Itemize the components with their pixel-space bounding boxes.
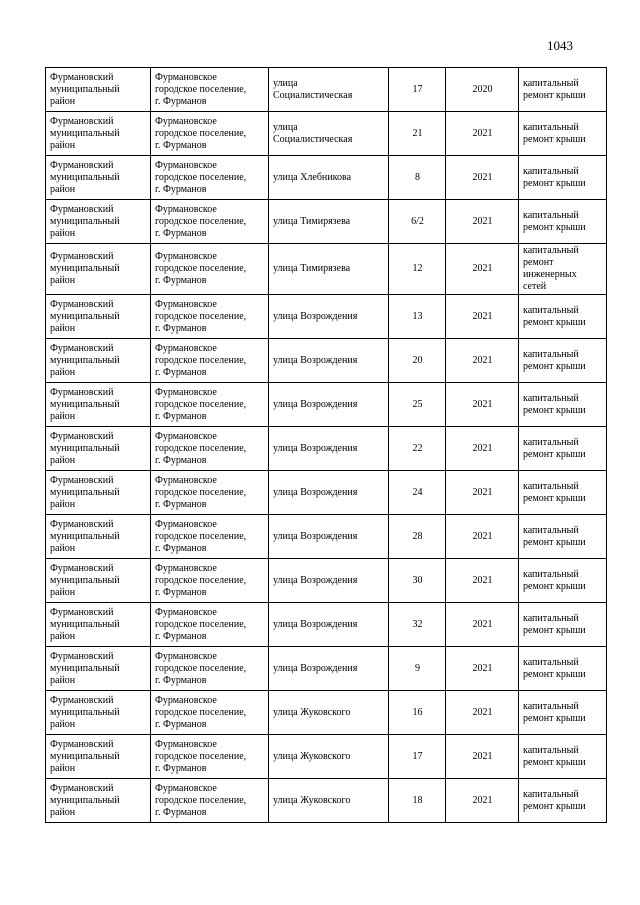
year-cell: 2021 <box>446 515 519 559</box>
district-cell <box>46 735 151 779</box>
district-cell-line: район <box>50 95 76 107</box>
year-cell: 2021 <box>446 200 519 244</box>
work-type-cell <box>519 339 607 383</box>
district-cell-line: Фурмановский <box>50 606 114 618</box>
settlement-cell-line: Фурмановское <box>155 115 217 127</box>
settlement-cell-line: городское поселение, <box>155 486 247 498</box>
work-type-cell-line: ремонт крыши <box>523 668 586 680</box>
district-cell <box>46 427 151 471</box>
work-type-cell-line: капитальный <box>523 245 579 256</box>
work-type-cell-line: ремонт крыши <box>523 316 586 328</box>
work-type-cell-line: капитальный <box>523 165 579 177</box>
work-type-cell-line: капитальный <box>523 348 579 360</box>
house-number-cell: 21 <box>389 112 446 156</box>
street-cell-line: Социалистическая <box>273 89 353 101</box>
district-cell-line: Фурмановский <box>50 203 114 215</box>
table-row <box>46 603 607 647</box>
street-cell-line: улица <box>273 121 298 133</box>
settlement-cell-line: Фурмановское <box>155 606 217 618</box>
district-cell-line: муниципальный <box>50 263 120 274</box>
settlement-cell-line: городское поселение, <box>155 127 247 139</box>
house-number-cell: 25 <box>389 383 446 427</box>
district-cell <box>46 647 151 691</box>
street-cell <box>269 112 389 156</box>
year-cell: 2021 <box>446 156 519 200</box>
district-cell-line: район <box>50 630 76 642</box>
work-type-cell <box>519 200 607 244</box>
work-type-cell-line: ремонт крыши <box>523 536 586 548</box>
year-cell: 2021 <box>446 339 519 383</box>
street-cell-line: улица Хлебникова <box>273 171 352 183</box>
house-number-cell: 17 <box>389 68 446 112</box>
settlement-cell <box>151 156 269 200</box>
work-type-cell-line: капитальный <box>523 568 579 580</box>
district-cell-line: Фурмановский <box>50 386 114 398</box>
year-cell: 2021 <box>446 112 519 156</box>
work-type-cell <box>519 471 607 515</box>
district-cell-line: район <box>50 454 76 466</box>
work-type-cell-line: ремонт крыши <box>523 89 586 101</box>
street-cell-line: улица Возрождения <box>273 486 358 498</box>
district-cell-line: муниципальный <box>50 310 120 322</box>
district-cell-line: муниципальный <box>50 618 120 630</box>
district-cell-line: муниципальный <box>50 215 120 227</box>
street-cell <box>269 647 389 691</box>
district-cell-line: Фурмановский <box>50 738 114 750</box>
district-cell-line: район <box>50 586 76 598</box>
settlement-cell-line: Фурмановское <box>155 782 217 794</box>
house-number-cell: 17 <box>389 735 446 779</box>
year-cell: 2021 <box>446 691 519 735</box>
settlement-cell-line: городское поселение, <box>155 794 247 806</box>
work-type-cell <box>519 779 607 823</box>
work-type-cell-line: капитальный <box>523 77 579 89</box>
work-type-cell-line: капитальный <box>523 524 579 536</box>
table-row <box>46 156 607 200</box>
settlement-cell-line: г. Фурманов <box>155 322 207 334</box>
house-number-cell: 24 <box>389 471 446 515</box>
street-cell-line: улица Возрождения <box>273 310 358 322</box>
settlement-cell-line: г. Фурманов <box>155 275 207 286</box>
district-cell <box>46 200 151 244</box>
settlement-cell-line: Фурмановское <box>155 298 217 310</box>
street-cell-line: улица Тимирязева <box>273 263 351 274</box>
district-cell-line: район <box>50 139 76 151</box>
settlement-cell-line: городское поселение, <box>155 574 247 586</box>
work-type-cell-line: капитальный <box>523 436 579 448</box>
year-cell: 2021 <box>446 244 519 295</box>
street-cell <box>269 471 389 515</box>
street-cell-line: улица Возрождения <box>273 574 358 586</box>
table-row <box>46 339 607 383</box>
work-type-cell-line: капитальный <box>523 304 579 316</box>
street-cell-line: улица Возрождения <box>273 618 358 630</box>
work-type-cell-line: ремонт крыши <box>523 177 586 189</box>
district-cell-line: муниципальный <box>50 794 120 806</box>
year-cell: 2021 <box>446 603 519 647</box>
street-cell <box>269 603 389 647</box>
table-row <box>46 515 607 559</box>
house-number-cell: 18 <box>389 779 446 823</box>
district-cell-line: муниципальный <box>50 574 120 586</box>
settlement-cell-line: Фурмановское <box>155 203 217 215</box>
work-type-cell-line: ремонт крыши <box>523 624 586 636</box>
work-type-cell <box>519 647 607 691</box>
table-row <box>46 427 607 471</box>
district-cell-line: Фурмановский <box>50 474 114 486</box>
settlement-cell <box>151 68 269 112</box>
district-cell-line: район <box>50 366 76 378</box>
work-type-cell-line: капитальный <box>523 209 579 221</box>
work-type-cell-line: капитальный <box>523 480 579 492</box>
settlement-cell <box>151 647 269 691</box>
work-type-cell-line: ремонт крыши <box>523 800 586 812</box>
work-type-cell-line: ремонт крыши <box>523 580 586 592</box>
settlement-cell-line: городское поселение, <box>155 750 247 762</box>
district-cell-line: Фурмановский <box>50 518 114 530</box>
district-cell-line: район <box>50 227 76 239</box>
street-cell <box>269 339 389 383</box>
street-cell-line: улица Возрождения <box>273 662 358 674</box>
district-cell-line: район <box>50 806 76 818</box>
district-cell <box>46 112 151 156</box>
table-row <box>46 200 607 244</box>
house-number-cell: 28 <box>389 515 446 559</box>
street-cell-line: улица Возрождения <box>273 530 358 542</box>
district-cell-line: муниципальный <box>50 750 120 762</box>
settlement-cell-line: городское поселение, <box>155 662 247 674</box>
settlement-cell-line: г. Фурманов <box>155 630 207 642</box>
table-row <box>46 244 607 295</box>
settlement-cell <box>151 779 269 823</box>
table-row <box>46 559 607 603</box>
district-cell-line: район <box>50 322 76 334</box>
district-cell <box>46 68 151 112</box>
year-cell: 2021 <box>446 735 519 779</box>
district-cell <box>46 244 151 295</box>
settlement-cell-line: г. Фурманов <box>155 366 207 378</box>
settlement-cell <box>151 427 269 471</box>
work-type-cell-line: ремонт крыши <box>523 221 586 233</box>
district-cell <box>46 383 151 427</box>
work-type-cell-line: ремонт крыши <box>523 712 586 724</box>
settlement-cell <box>151 244 269 295</box>
street-cell-line: улица Жуковского <box>273 706 351 718</box>
district-cell-line: район <box>50 410 76 422</box>
settlement-cell-line: Фурмановское <box>155 650 217 662</box>
settlement-cell-line: г. Фурманов <box>155 95 207 107</box>
work-type-cell-line: капитальный <box>523 744 579 756</box>
settlement-cell-line: Фурмановское <box>155 694 217 706</box>
district-cell-line: Фурмановский <box>50 159 114 171</box>
house-number-cell: 6/2 <box>389 200 446 244</box>
settlement-cell-line: Фурмановское <box>155 562 217 574</box>
settlement-cell <box>151 515 269 559</box>
house-number-cell: 20 <box>389 339 446 383</box>
work-type-cell-line: ремонт крыши <box>523 404 586 416</box>
settlement-cell <box>151 112 269 156</box>
settlement-cell-line: г. Фурманов <box>155 718 207 730</box>
street-cell <box>269 735 389 779</box>
district-cell-line: Фурмановский <box>50 430 114 442</box>
street-cell-line: улица Возрождения <box>273 442 358 454</box>
street-cell-line: улица <box>273 77 298 89</box>
settlement-cell <box>151 603 269 647</box>
district-cell-line: Фурмановский <box>50 298 114 310</box>
district-cell-line: Фурмановский <box>50 115 114 127</box>
district-cell <box>46 471 151 515</box>
work-type-cell <box>519 383 607 427</box>
settlement-cell-line: г. Фурманов <box>155 498 207 510</box>
settlement-cell-line: г. Фурманов <box>155 762 207 774</box>
settlement-cell-line: городское поселение, <box>155 398 247 410</box>
street-cell-line: улица Тимирязева <box>273 215 351 227</box>
page-number: 1043 <box>547 38 573 53</box>
district-cell-line: район <box>50 183 76 195</box>
settlement-cell-line: Фурмановское <box>155 430 217 442</box>
house-number-cell: 30 <box>389 559 446 603</box>
settlement-cell-line: г. Фурманов <box>155 139 207 151</box>
district-cell-line: Фурмановский <box>50 650 114 662</box>
district-cell <box>46 339 151 383</box>
table-body <box>46 68 607 823</box>
street-cell <box>269 691 389 735</box>
district-cell-line: муниципальный <box>50 662 120 674</box>
district-cell-line: Фурмановский <box>50 694 114 706</box>
settlement-cell-line: г. Фурманов <box>155 542 207 554</box>
settlement-cell-line: г. Фурманов <box>155 227 207 239</box>
district-cell-line: муниципальный <box>50 171 120 183</box>
street-cell <box>269 427 389 471</box>
district-cell-line: муниципальный <box>50 127 120 139</box>
settlement-cell-line: городское поселение, <box>155 442 247 454</box>
work-type-cell-line: ремонт крыши <box>523 133 586 145</box>
settlement-cell <box>151 559 269 603</box>
year-cell: 2021 <box>446 295 519 339</box>
work-type-cell-line: капитальный <box>523 788 579 800</box>
work-type-cell-line: капитальный <box>523 121 579 133</box>
year-cell: 2021 <box>446 471 519 515</box>
settlement-cell-line: городское поселение, <box>155 171 247 183</box>
work-type-cell <box>519 427 607 471</box>
table-row <box>46 383 607 427</box>
settlement-cell <box>151 471 269 515</box>
work-type-cell-line: ремонт <box>523 257 554 268</box>
district-cell <box>46 559 151 603</box>
settlement-cell <box>151 691 269 735</box>
settlement-cell-line: Фурмановское <box>155 518 217 530</box>
work-type-cell <box>519 691 607 735</box>
district-cell-line: муниципальный <box>50 706 120 718</box>
work-type-cell <box>519 68 607 112</box>
settlement-cell-line: городское поселение, <box>155 706 247 718</box>
house-number-cell: 13 <box>389 295 446 339</box>
work-type-cell <box>519 112 607 156</box>
street-cell <box>269 156 389 200</box>
street-cell-line: улица Возрождения <box>273 398 358 410</box>
settlement-cell-line: городское поселение, <box>155 263 247 274</box>
district-cell-line: Фурмановский <box>50 782 114 794</box>
house-number-cell: 12 <box>389 244 446 295</box>
year-cell: 2020 <box>446 68 519 112</box>
district-cell <box>46 156 151 200</box>
settlement-cell-line: городское поселение, <box>155 530 247 542</box>
district-cell-line: муниципальный <box>50 442 120 454</box>
house-number-cell: 16 <box>389 691 446 735</box>
work-type-cell-line: ремонт крыши <box>523 492 586 504</box>
settlement-cell <box>151 200 269 244</box>
table-row <box>46 295 607 339</box>
district-cell-line: Фурмановский <box>50 562 114 574</box>
street-cell <box>269 383 389 427</box>
settlement-cell-line: г. Фурманов <box>155 806 207 818</box>
district-cell-line: район <box>50 762 76 774</box>
house-number-cell: 8 <box>389 156 446 200</box>
district-cell-line: Фурмановский <box>50 71 114 83</box>
settlement-cell <box>151 295 269 339</box>
settlement-cell-line: г. Фурманов <box>155 674 207 686</box>
work-type-cell <box>519 156 607 200</box>
settlement-cell-line: Фурмановское <box>155 159 217 171</box>
settlement-cell-line: Фурмановское <box>155 342 217 354</box>
settlement-cell-line: г. Фурманов <box>155 454 207 466</box>
work-type-cell-line: сетей <box>523 281 547 292</box>
year-cell: 2021 <box>446 559 519 603</box>
table-row <box>46 68 607 112</box>
work-type-cell-line: капитальный <box>523 656 579 668</box>
settlement-cell-line: Фурмановское <box>155 251 217 262</box>
year-cell: 2021 <box>446 647 519 691</box>
settlement-cell-line: Фурмановское <box>155 474 217 486</box>
work-type-cell-line: ремонт крыши <box>523 756 586 768</box>
work-type-cell <box>519 559 607 603</box>
street-cell-line: улица Жуковского <box>273 750 351 762</box>
work-type-cell-line: инженерных <box>523 269 577 280</box>
district-cell-line: Фурмановский <box>50 251 114 262</box>
settlement-cell-line: городское поселение, <box>155 83 247 95</box>
district-cell-line: район <box>50 674 76 686</box>
district-cell <box>46 779 151 823</box>
work-type-cell <box>519 244 607 295</box>
settlement-cell-line: городское поселение, <box>155 310 247 322</box>
settlement-cell <box>151 339 269 383</box>
district-cell-line: муниципальный <box>50 354 120 366</box>
district-cell-line: Фурмановский <box>50 342 114 354</box>
settlement-cell-line: городское поселение, <box>155 618 247 630</box>
street-cell-line: улица Возрождения <box>273 354 358 366</box>
year-cell: 2021 <box>446 779 519 823</box>
table-row <box>46 691 607 735</box>
house-number-cell: 32 <box>389 603 446 647</box>
house-number-cell: 9 <box>389 647 446 691</box>
settlement-cell-line: г. Фурманов <box>155 183 207 195</box>
district-cell-line: муниципальный <box>50 530 120 542</box>
street-cell <box>269 515 389 559</box>
table-row <box>46 112 607 156</box>
table-row <box>46 471 607 515</box>
street-cell-line: улица Жуковского <box>273 794 351 806</box>
street-cell <box>269 68 389 112</box>
settlement-cell-line: Фурмановское <box>155 71 217 83</box>
settlement-cell-line: Фурмановское <box>155 386 217 398</box>
settlement-cell <box>151 383 269 427</box>
table-row <box>46 647 607 691</box>
district-cell <box>46 691 151 735</box>
work-type-cell-line: капитальный <box>523 392 579 404</box>
district-cell <box>46 515 151 559</box>
house-number-cell: 22 <box>389 427 446 471</box>
district-cell-line: район <box>50 498 76 510</box>
work-type-cell <box>519 515 607 559</box>
district-cell-line: муниципальный <box>50 486 120 498</box>
district-cell-line: район <box>50 718 76 730</box>
district-cell <box>46 295 151 339</box>
street-cell <box>269 244 389 295</box>
settlement-cell-line: городское поселение, <box>155 215 247 227</box>
district-cell-line: район <box>50 275 76 286</box>
district-cell-line: район <box>50 542 76 554</box>
year-cell: 2021 <box>446 383 519 427</box>
settlement-cell-line: городское поселение, <box>155 354 247 366</box>
work-type-cell <box>519 295 607 339</box>
year-cell: 2021 <box>446 427 519 471</box>
street-cell <box>269 200 389 244</box>
settlement-cell-line: г. Фурманов <box>155 410 207 422</box>
settlement-cell <box>151 735 269 779</box>
street-cell <box>269 559 389 603</box>
work-type-cell <box>519 603 607 647</box>
work-type-cell-line: ремонт крыши <box>523 360 586 372</box>
work-type-cell-line: капитальный <box>523 612 579 624</box>
street-cell-line: Социалистическая <box>273 133 353 145</box>
table-row <box>46 779 607 823</box>
district-cell-line: муниципальный <box>50 83 120 95</box>
settlement-cell-line: Фурмановское <box>155 738 217 750</box>
registry-table <box>45 67 607 823</box>
work-type-cell-line: капитальный <box>523 700 579 712</box>
work-type-cell-line: ремонт крыши <box>523 448 586 460</box>
district-cell-line: муниципальный <box>50 398 120 410</box>
district-cell <box>46 603 151 647</box>
settlement-cell-line: г. Фурманов <box>155 586 207 598</box>
street-cell <box>269 779 389 823</box>
work-type-cell <box>519 735 607 779</box>
street-cell <box>269 295 389 339</box>
table-row <box>46 735 607 779</box>
